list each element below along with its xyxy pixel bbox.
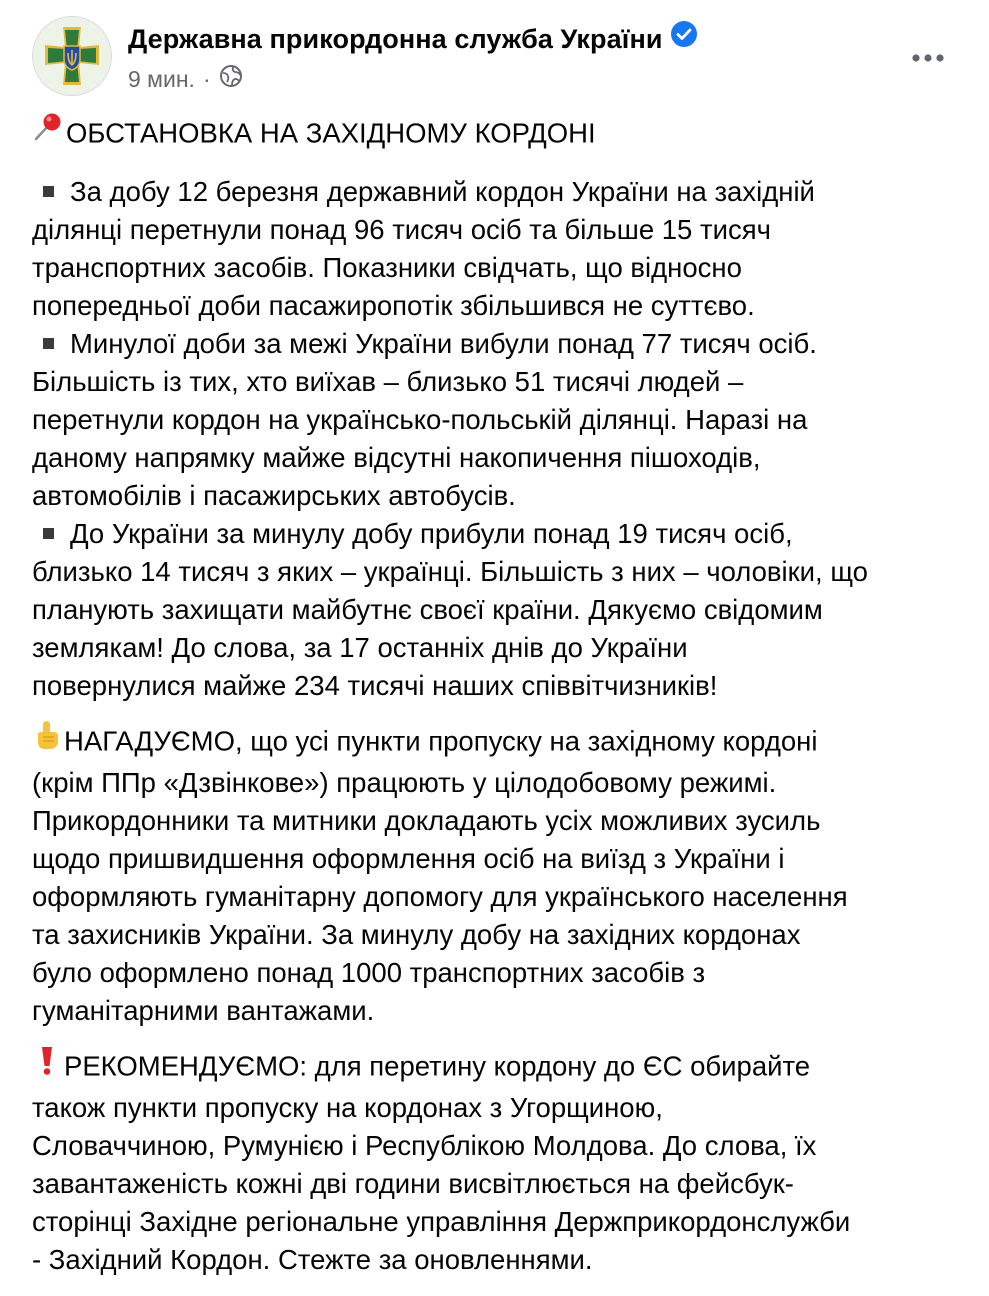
bullet1-line: попередньої доби пасажиропотік збільшився не суттєво.: [32, 290, 755, 321]
recommend-line: завантаженість кожні дві години висвітлюється на фейсбук-: [32, 1168, 794, 1199]
black-small-square-icon: [43, 186, 54, 197]
bullet2-line: перетнули кордон на українсько-польській ділянці. Наразі на: [32, 404, 808, 435]
bullet-block: [32, 173, 977, 705]
reminder-line: оформляють гуманітарну допомогу для українського населення: [32, 881, 848, 912]
black-small-square-icon: [43, 528, 54, 539]
bullet3-line: До України за минулу добу прибули понад 19 тисяч осіб,: [70, 518, 793, 549]
reminder-line: (крім ППр «Дзвінкове») працюють у цілодобовому режимі.: [32, 767, 777, 798]
bullet3-line: землякам! До слова, за 17 останніх днів до України: [32, 632, 688, 663]
black-small-square-icon: [43, 338, 54, 349]
round-pushpin-icon: [32, 111, 64, 153]
reminder-line: щодо пришвидшення оформлення осіб на виїзд з України і: [32, 843, 785, 874]
bullet2-line: Більшість із тих, хто виїхав – близько 51 тисячі людей –: [32, 366, 744, 397]
dpsu-emblem-icon: [33, 17, 111, 95]
bullet3-line: близько 14 тисяч з яких – українці. Більшість з них – чоловіки, що: [32, 556, 868, 587]
post-heading: [32, 114, 977, 156]
bullet3-line: планують захищати майбутнє своєї країни. Дякуємо свідомим: [32, 594, 823, 625]
meta-separator: ·: [202, 66, 211, 93]
bullet1-line: ділянці перетнули понад 96 тисяч осіб та більше 15 тисяч: [32, 214, 771, 245]
bullet1-line: За добу 12 березня державний кордон України на західній: [70, 176, 815, 207]
post-timestamp[interactable]: 9 мин.: [128, 66, 195, 93]
page-name-text[interactable]: Державна прикордонна служба України: [128, 24, 663, 54]
recommend-line: - Західний Кордон. Стежте за оновленнями.: [32, 1244, 593, 1275]
reminder-line: та захисників України. За минулу добу на західних кордонах: [32, 919, 801, 950]
recommend-line: також пункти пропуску на кордонах з Угорщиною,: [32, 1092, 663, 1123]
reminder-paragraph: [32, 722, 977, 1030]
bullet2-line: даному напрямку майже відсутні накопичення пішоходів,: [32, 442, 761, 473]
page-avatar[interactable]: [32, 16, 112, 96]
recommend-paragraph: [32, 1047, 977, 1279]
index-pointing-up-icon: [32, 719, 62, 761]
bullet2-line: автомобілів і пасажирських автобусів.: [32, 480, 516, 511]
bullet2-line: Минулої доби за межі України вибули понад 77 тисяч осіб.: [70, 328, 817, 359]
bullet1-line: транспортних засобів. Показники свідчать, що відносно: [32, 252, 742, 283]
recommend-line: Словаччиною, Румунією і Республікою Молдова. До слова, їх: [32, 1130, 817, 1161]
red-exclamation-icon: [32, 1044, 62, 1086]
post-header: [32, 16, 962, 100]
reminder-line: було оформлено понад 1000 транспортних засобів з: [32, 957, 706, 988]
reminder-line: Прикордонники та митники докладають усіх можливих зусиль: [32, 805, 821, 836]
post-meta: [128, 66, 243, 96]
recommend-line: РЕКОМЕНДУЄМО: для перетину кордону до ЄС обирайте: [64, 1050, 811, 1082]
reminder-line: гуманітарними вантажами.: [32, 995, 375, 1026]
more-options-icon[interactable]: [908, 46, 948, 70]
globe-icon[interactable]: [219, 64, 243, 94]
verified-badge-icon: [671, 21, 697, 54]
recommend-line: сторінці Західне регіональне управління Держприкордонслужби: [32, 1206, 851, 1237]
reminder-line: НАГАДУЄМО, що усі пункти пропуску на західному кордоні: [64, 725, 818, 757]
page-name[interactable]: [128, 24, 697, 57]
bullet3-line: повернулися майже 234 тисячі наших співвітчизників!: [32, 670, 718, 701]
heading-text: ОБСТАНОВКА НА ЗАХІДНОМУ КОРДОНІ: [66, 117, 596, 149]
post-body: [32, 114, 977, 1296]
